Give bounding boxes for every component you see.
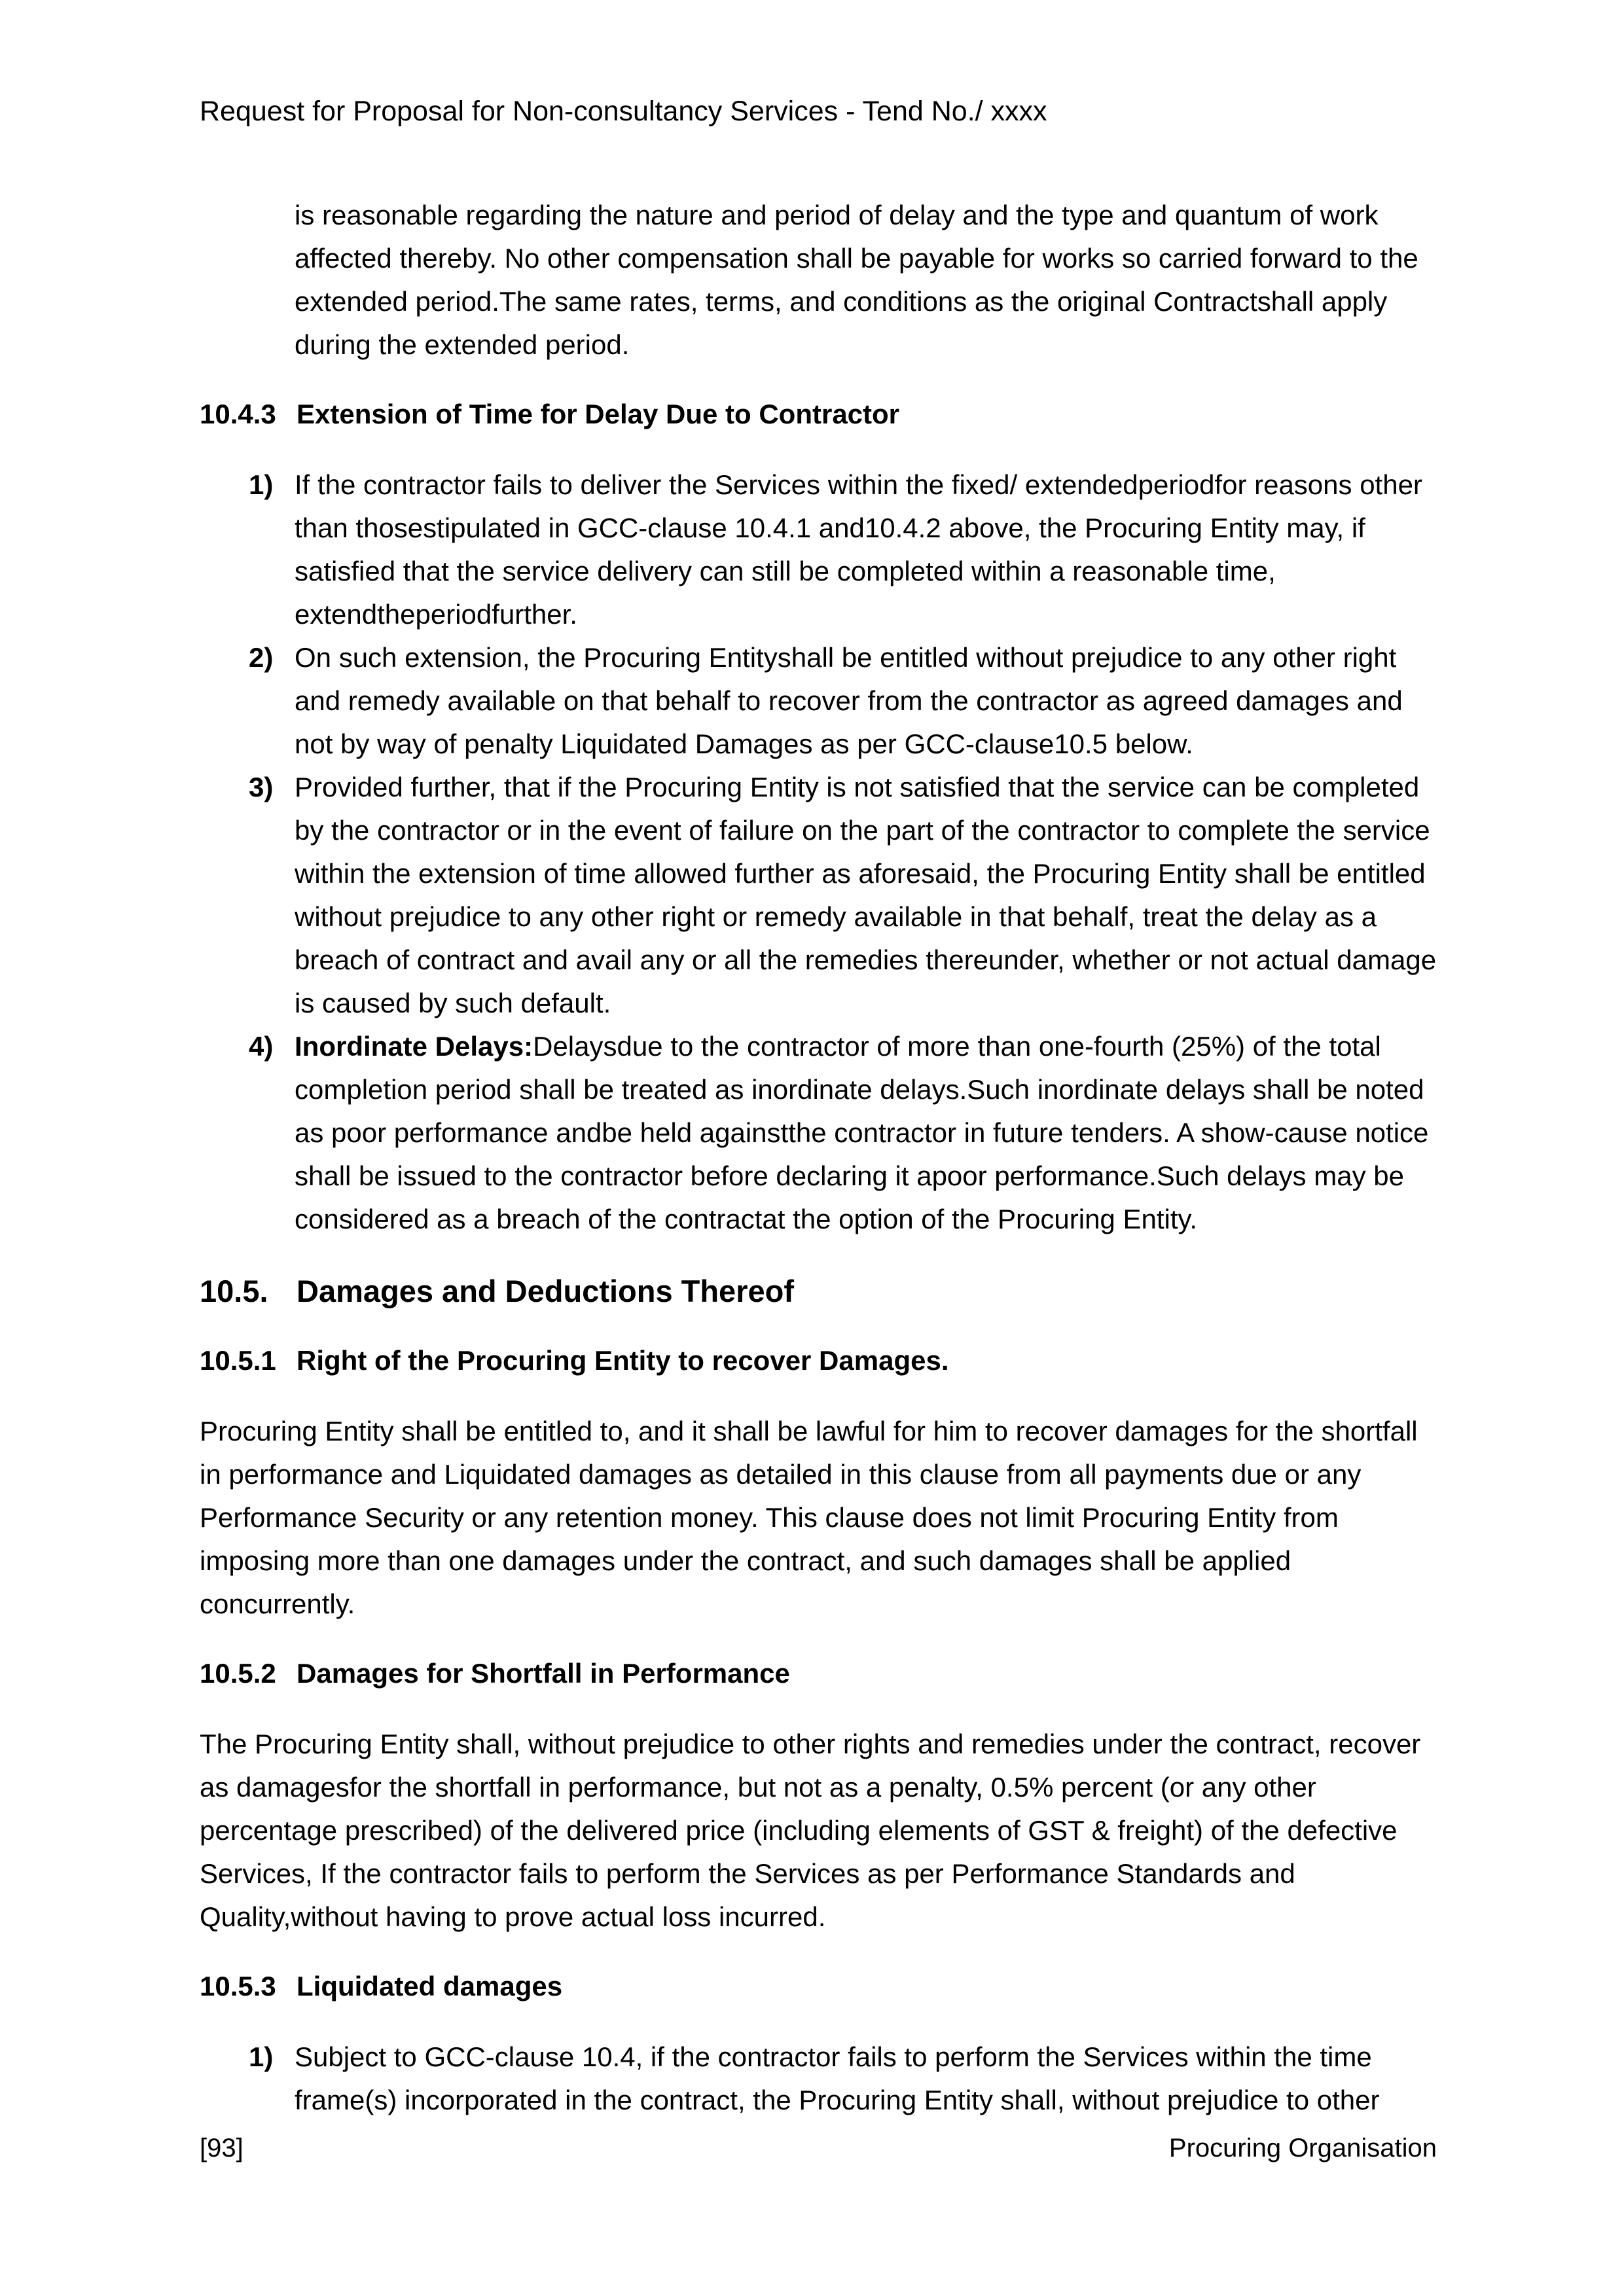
- heading-number: 10.4.3: [200, 399, 276, 429]
- header-title: Request for Proposal for Non-consultancy Services - Tend No./ xxxx: [200, 96, 1047, 127]
- list-item-number: 2): [249, 642, 274, 673]
- heading-title: Liquidated damages: [297, 1971, 563, 2001]
- list-item-text: [295, 772, 1436, 1018]
- list-item-number: 1): [249, 2041, 274, 2072]
- heading-10-4-3: [200, 393, 1437, 436]
- list-item: [200, 636, 1437, 766]
- list-item-text: [295, 1031, 1428, 1234]
- page-number: [93]: [200, 2134, 244, 2162]
- paragraph-10-5-2: The Procuring Entity shall, without prejudice to other rights and remedies under the contract, recover as damagesfor the shortfall in performance, but not as a penalty, 0.5% percent (or any other percentage prescribed) of the delivered price (including elements of GST & freight) of the defective Services, If the contractor fails to perform the Services as per Performance Standards and Quality,without having to prove actual loss incurred.: [200, 1729, 1421, 1932]
- heading-10-5-2: [200, 1652, 1437, 1695]
- list-item-number: 3): [249, 772, 274, 802]
- heading-title: Damages for Shortfall in Performance: [297, 1658, 790, 1689]
- list-item-text: [295, 469, 1422, 630]
- list-item: [200, 1025, 1437, 1241]
- list-item-text: [295, 642, 1403, 759]
- document-content: [200, 194, 1437, 2122]
- heading-number: 10.5.3: [200, 1971, 276, 2001]
- page-footer: [200, 2131, 1437, 2165]
- intro-paragraph: is reasonable regarding the nature and period of delay and the type and quantum of work affected thereby. No other compensation shall be payable for works so carried forward to the extended period.The same rates, terms, and conditions as the original Contractshall apply during the extended period.: [295, 200, 1418, 360]
- list-item-number: 1): [249, 469, 274, 500]
- list-item-text: [295, 2041, 1379, 2115]
- heading-10-5-3: [200, 1965, 1437, 2008]
- footer-right-text: Procuring Organisation: [1168, 2134, 1437, 2162]
- heading-number: 10.5.: [200, 1274, 268, 1308]
- list-item-body: Subject to GCC-clause 10.4, if the contractor fails to perform the Services within the time frame(s) incorporated in the contract, the Procuring Entity shall, without prejudice to other: [295, 2041, 1380, 2115]
- heading-number: 10.5.1: [200, 1345, 276, 1376]
- list-item: [200, 766, 1437, 1025]
- list-item-number: 4): [249, 1031, 274, 1062]
- list-item-body: If the contractor fails to deliver the Services within the fixed/ extendedperiodfor reasons other than thosestipulated in GCC-clause 10.4.1 and10.4.2 above, the Procuring Entity may, if satisfied that the service delivery can still be completed within a reasonable time, extendtheperiodfurther.: [295, 469, 1422, 630]
- paragraph-10-5-1: Procuring Entity shall be entitled to, and it shall be lawful for him to recover damages for the shortfall in performance and Liquidated damages as detailed in this clause from all payments due or any Performance Security or any retention money. This clause does not limit Procuring Entity from imposing more than one damages under the contract, and such damages shall be applied concurrently.: [200, 1416, 1418, 1619]
- heading-title: Extension of Time for Delay Due to Contractor: [297, 399, 900, 429]
- heading-10-5: [200, 1267, 1437, 1316]
- heading-number: 10.5.2: [200, 1658, 276, 1689]
- heading-10-5-1: [200, 1339, 1437, 1382]
- numbered-list-10-4-3: [200, 463, 1437, 1241]
- list-item-bold-prefix: Inordinate Delays:: [295, 1031, 533, 1062]
- numbered-list-10-5-3: [200, 2036, 1437, 2122]
- list-item: [200, 463, 1437, 636]
- page-header: [200, 92, 1437, 131]
- list-item-body: On such extension, the Procuring Entityshall be entitled without prejudice to any other right and remedy available on that behalf to recover from the contractor as agreed damages and not by way of penalty Liquidated Damages as per GCC-clause10.5 below.: [295, 642, 1403, 759]
- list-item: [200, 2036, 1437, 2122]
- list-item-body: Provided further, that if the Procuring Entity is not satisfied that the service can be completed by the contractor or in the event of failure on the part of the contractor to complete the service within the extension of time allowed further as aforesaid, the Procuring Entity shall be entitled without prejudice to any other right or remedy available in that behalf, treat the delay as a breach of contract and avail any or all the remedies thereunder, whether or not actual damage is caused by such default.: [295, 772, 1437, 1018]
- heading-title: Damages and Deductions Thereof: [297, 1274, 794, 1308]
- heading-title: Right of the Procuring Entity to recover Damages.: [297, 1345, 949, 1376]
- list-item-body: Delaysdue to the contractor of more than one-fourth (25%) of the total completion period shall be treated as inordinate delays.Such inordinate delays shall be noted as poor performance andbe held againstthe contractor in future tenders. A show-cause notice shall be issued to the contractor before declaring it apoor performance.Such delays may be considered as a breach of the contractat the option of the Procuring Entity.: [295, 1031, 1429, 1234]
